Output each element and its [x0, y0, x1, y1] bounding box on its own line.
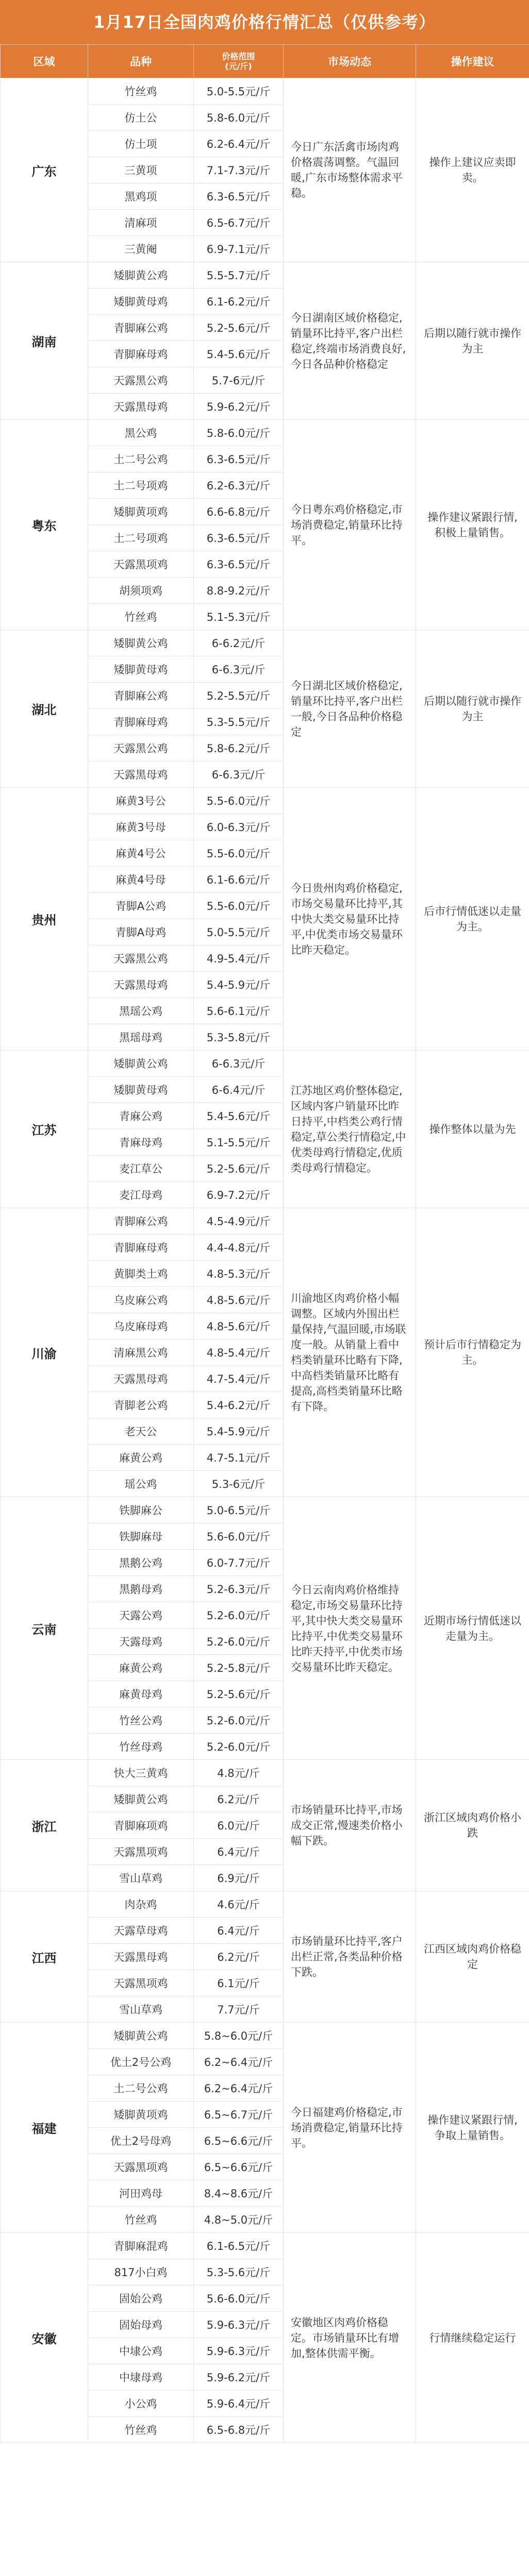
page-title: 1月17日全国肉鸡价格行情汇总（仅供参考）: [0, 0, 529, 44]
variety-cell: 雪山草鸡: [88, 1996, 194, 2023]
market-dynamics: 今日粤东鸡价格稳定,市场消费稳定,销量环比持平。: [284, 420, 416, 630]
region-name: 安徽: [1, 2233, 88, 2443]
variety-cell: 雪山草鸡: [88, 1865, 194, 1891]
variety-cell: 瑶公鸡: [88, 1471, 194, 1497]
variety-cell: 矮脚黄公鸡: [88, 1050, 194, 1077]
variety-cell: 麻黄公鸡: [88, 1655, 194, 1681]
price-cell: 5.6-6.0元/斤: [194, 2285, 284, 2312]
price-cell: 5.2-5.6元/斤: [194, 315, 284, 341]
variety-cell: 竹丝公鸡: [88, 1707, 194, 1734]
region-name: 福建: [1, 2023, 88, 2233]
variety-cell: 河田鸡母: [88, 2180, 194, 2207]
operation-advice: 操作建议紧跟行情,争取上量销售。: [416, 2023, 529, 2233]
variety-cell: 青脚麻公鸡: [88, 683, 194, 709]
price-cell: 5.2-5.5元/斤: [194, 683, 284, 709]
table-row: [1, 788, 529, 814]
region-name: 粤东: [1, 420, 88, 630]
operation-advice: 后期以随行就市操作为主: [416, 630, 529, 788]
operation-advice: 后期以随行就市操作为主: [416, 262, 529, 420]
variety-cell: 矮脚黄母鸡: [88, 1077, 194, 1103]
region-name: 湖北: [1, 630, 88, 788]
variety-cell: 固始母鸡: [88, 2312, 194, 2338]
variety-cell: 麻黄3号公: [88, 788, 194, 814]
price-cell: 6.5~6.7元/斤: [194, 2102, 284, 2128]
price-cell: 5.8-6.0元/斤: [194, 420, 284, 446]
price-cell: 5.9-6.2元/斤: [194, 394, 284, 420]
region-name: 江西: [1, 1891, 88, 2023]
market-dynamics: 今日贵州肉鸡价格稳定,市场交易量环比持平,其中快大类交易量环比持平,中优类市场交易量环比昨天稳定。: [284, 788, 416, 1050]
price-cell: 6.0-7.7元/斤: [194, 1550, 284, 1576]
variety-cell: 矮脚黄母鸡: [88, 289, 194, 315]
price-cell: 5.1-5.5元/斤: [194, 1129, 284, 1156]
variety-cell: 青脚麻项鸡: [88, 1812, 194, 1839]
variety-cell: 肉杂鸡: [88, 1891, 194, 1918]
variety-cell: 优土2号公鸡: [88, 2049, 194, 2075]
variety-cell: 三黄项: [88, 157, 194, 183]
variety-cell: 中埭母鸡: [88, 2364, 194, 2391]
price-cell: 6.1元/斤: [194, 1970, 284, 1996]
variety-cell: 青脚老公鸡: [88, 1392, 194, 1418]
variety-cell: 清麻黑公鸡: [88, 1340, 194, 1366]
operation-advice: 预计后市行情稳定为主。: [416, 1208, 529, 1497]
price-cell: 5.0-6.5元/斤: [194, 1497, 284, 1523]
region-name: 浙江: [1, 1760, 88, 1891]
region-name: 贵州: [1, 788, 88, 1050]
price-cell: 6.9-7.1元/斤: [194, 236, 284, 262]
variety-cell: 优土2号母鸡: [88, 2128, 194, 2154]
variety-cell: 胡须项鸡: [88, 578, 194, 604]
table-row: [1, 2023, 529, 2049]
variety-cell: 青脚麻母鸡: [88, 709, 194, 735]
table-row: [1, 1497, 529, 1523]
variety-cell: 天露母鸡: [88, 1629, 194, 1655]
variety-cell: 天露黑项鸡: [88, 2154, 194, 2180]
price-cell: 5.8~6.0元/斤: [194, 2023, 284, 2049]
price-cell: 5.3-5.6元/斤: [194, 2259, 284, 2285]
price-cell: 8.4~8.6元/斤: [194, 2180, 284, 2207]
price-cell: 6.3-6.5元/斤: [194, 446, 284, 472]
header-price: [194, 45, 284, 78]
price-cell: 5.2-6.0元/斤: [194, 1602, 284, 1629]
header-dynamics: 市场动态: [284, 45, 416, 78]
variety-cell: 天露黑项鸡: [88, 1970, 194, 1996]
header-price-line2: (元/斤): [225, 61, 252, 71]
price-cell: 5.2-5.6元/斤: [194, 1681, 284, 1707]
variety-cell: 天露黑母鸡: [88, 1366, 194, 1392]
variety-cell: 黑鹅公鸡: [88, 1550, 194, 1576]
header-variety: 品种: [88, 45, 194, 78]
price-cell: 5.9-6.3元/斤: [194, 2312, 284, 2338]
variety-cell: 麻黄4号公: [88, 840, 194, 867]
price-cell: 7.1-7.3元/斤: [194, 157, 284, 183]
region-name: 湖南: [1, 262, 88, 420]
market-dynamics: 今日云南肉鸡价格维持稳定,市场交易量环比持平,其中快大类交易量环比持平,中优类交易量环比昨天持平,中优类市场交易量环比昨天稳定。: [284, 1497, 416, 1760]
price-cell: 5.4-5.9元/斤: [194, 972, 284, 998]
price-cell: 6.2元/斤: [194, 1944, 284, 1970]
price-cell: 5.4-5.6元/斤: [194, 1103, 284, 1129]
price-cell: 6.2~6.4元/斤: [194, 2049, 284, 2075]
variety-cell: 黑鹅母鸡: [88, 1576, 194, 1602]
operation-advice: 操作上建议应卖即卖。: [416, 78, 529, 262]
variety-cell: 817小白鸡: [88, 2259, 194, 2285]
price-cell: 5.0-5.5元/斤: [194, 78, 284, 105]
price-cell: 5.8-6.0元/斤: [194, 105, 284, 131]
market-dynamics: 安徽地区肉鸡价格稳定。市场销量环比有增加,整体供需平衡。: [284, 2233, 416, 2443]
variety-cell: 土二号项鸡: [88, 472, 194, 499]
variety-cell: 天露黑项鸡: [88, 551, 194, 578]
variety-cell: 三黄阉: [88, 236, 194, 262]
variety-cell: 竹丝母鸡: [88, 1734, 194, 1760]
variety-cell: 青脚麻母鸡: [88, 1234, 194, 1261]
region-name: 广东: [1, 78, 88, 262]
price-cell: 4.7-5.4元/斤: [194, 1366, 284, 1392]
price-cell: 6-6.3元/斤: [194, 656, 284, 683]
price-cell: 6.1-6.2元/斤: [194, 289, 284, 315]
price-cell: 6.3-6.5元/斤: [194, 525, 284, 551]
market-dynamics: 川渝地区肉鸡价格小幅调整。区域内外围出栏量保持,气温回暖,市场联度一般。从销量上看中档类销量环比略有下降,中高档类销量环比略有提高,高档类销量环比略有下降。: [284, 1208, 416, 1497]
price-cell: 4.8-5.3元/斤: [194, 1261, 284, 1287]
table-row: [1, 1891, 529, 1918]
variety-cell: 铁脚麻母: [88, 1523, 194, 1550]
table-row: [1, 78, 529, 105]
header-advice: 操作建议: [416, 45, 529, 78]
price-cell: 5.4-5.6元/斤: [194, 341, 284, 367]
variety-cell: 天露黑公鸡: [88, 945, 194, 972]
variety-cell: 麦江母鸡: [88, 1182, 194, 1208]
market-dynamics: 江苏地区鸡价整体稳定,区域内客户销量环比昨日持平,中档类公鸡行情稳定,草公类行情稳定,中优类母鸡行情稳定,优质类母鸡行情稳定。: [284, 1050, 416, 1208]
price-cell: 5.2-6.0元/斤: [194, 1629, 284, 1655]
variety-cell: 麻黄母鸡: [88, 1681, 194, 1707]
operation-advice: 操作整体以量为先: [416, 1050, 529, 1208]
price-cell: 6.2-6.4元/斤: [194, 131, 284, 157]
price-cell: 4.9-5.4元/斤: [194, 945, 284, 972]
price-cell: 4.6元/斤: [194, 1891, 284, 1918]
price-cell: 6.6-6.8元/斤: [194, 499, 284, 525]
variety-cell: 天露黑项鸡: [88, 1839, 194, 1865]
variety-cell: 天露黑公鸡: [88, 367, 194, 394]
price-cell: 5.2-6.0元/斤: [194, 1734, 284, 1760]
table-row: [1, 262, 529, 289]
table-row: [1, 1050, 529, 1077]
variety-cell: 矮脚黄项鸡: [88, 2102, 194, 2128]
variety-cell: 天露黑母鸡: [88, 394, 194, 420]
variety-cell: 矮脚黄项鸡: [88, 499, 194, 525]
price-cell: 6.9-7.2元/斤: [194, 1182, 284, 1208]
variety-cell: 青脚麻公鸡: [88, 1208, 194, 1234]
table-row: [1, 1760, 529, 1786]
variety-cell: 麻黄3号母: [88, 814, 194, 840]
variety-cell: 麻黄公鸡: [88, 1445, 194, 1471]
variety-cell: 清麻项: [88, 210, 194, 236]
market-dynamics: 今日湖北区域价格稳定,销量环比持平,客户出栏一般,今日各品种价格稳定: [284, 630, 416, 788]
price-cell: 5.5-6.0元/斤: [194, 840, 284, 867]
price-cell: 4.8-5.4元/斤: [194, 1340, 284, 1366]
variety-cell: 天露黑母鸡: [88, 972, 194, 998]
price-cell: 5.6-6.1元/斤: [194, 998, 284, 1024]
table-body: [1, 78, 529, 2443]
variety-cell: 竹丝鸡: [88, 78, 194, 105]
header-price-line1: 价格范围: [222, 52, 255, 61]
market-dynamics: 今日广东活禽市场肉鸡价格震荡调整。气温回暖,广东市场整体需求平稳。: [284, 78, 416, 262]
variety-cell: 矮脚黄公鸡: [88, 1786, 194, 1812]
price-cell: 6.0-6.3元/斤: [194, 814, 284, 840]
table-header-row: [1, 45, 529, 78]
table-row: [1, 630, 529, 656]
header-region: 区域: [1, 45, 88, 78]
variety-cell: 青脚麻公鸡: [88, 315, 194, 341]
variety-cell: 矮脚黄公鸡: [88, 630, 194, 656]
price-cell: 7.7元/斤: [194, 1996, 284, 2023]
price-cell: 4.5-4.9元/斤: [194, 1208, 284, 1234]
variety-cell: 青脚麻混鸡: [88, 2233, 194, 2259]
variety-cell: 矮脚黄公鸡: [88, 262, 194, 289]
operation-advice: 后市行情低迷以走量为主。: [416, 788, 529, 1050]
price-cell: 6.4元/斤: [194, 1839, 284, 1865]
price-cell: 6.3-6.5元/斤: [194, 183, 284, 210]
price-cell: 5.2-6.3元/斤: [194, 1576, 284, 1602]
price-cell: 5.9-6.2元/斤: [194, 2364, 284, 2391]
price-cell: 6-6.4元/斤: [194, 1077, 284, 1103]
variety-cell: 黑鸡项: [88, 183, 194, 210]
price-cell: 5.6-6.0元/斤: [194, 1523, 284, 1550]
variety-cell: 乌皮麻公鸡: [88, 1287, 194, 1313]
price-table: [0, 44, 529, 2443]
variety-cell: 土二号公鸡: [88, 2075, 194, 2102]
variety-cell: 青麻公鸡: [88, 1103, 194, 1129]
variety-cell: 青脚A母鸡: [88, 919, 194, 945]
variety-cell: 竹丝鸡: [88, 604, 194, 630]
variety-cell: 矮脚黄公鸡: [88, 2023, 194, 2049]
price-cell: 6.3-6.5元/斤: [194, 551, 284, 578]
price-cell: 6.1-6.6元/斤: [194, 867, 284, 893]
variety-cell: 中埭公鸡: [88, 2338, 194, 2364]
variety-cell: 天露黑母鸡: [88, 1944, 194, 1970]
price-cell: 6.5-6.8元/斤: [194, 2417, 284, 2443]
price-cell: 5.3-5.5元/斤: [194, 709, 284, 735]
table-row: [1, 2233, 529, 2259]
price-cell: 5.9-6.4元/斤: [194, 2391, 284, 2417]
price-cell: 6.4元/斤: [194, 1918, 284, 1944]
price-cell: 6.2-6.3元/斤: [194, 472, 284, 499]
operation-advice: 江西区域肉鸡价格稳定: [416, 1891, 529, 2023]
variety-cell: 老天公: [88, 1418, 194, 1445]
price-cell: 5.3-5.8元/斤: [194, 1024, 284, 1050]
variety-cell: 仿土公: [88, 105, 194, 131]
price-cell: 8.8-9.2元/斤: [194, 578, 284, 604]
price-cell: 5.9-6.3元/斤: [194, 2338, 284, 2364]
price-cell: 5.2-5.6元/斤: [194, 1156, 284, 1182]
price-cell: 4.8-5.6元/斤: [194, 1287, 284, 1313]
price-cell: 5.8-6.2元/斤: [194, 735, 284, 761]
region-name: 江苏: [1, 1050, 88, 1208]
price-cell: 6.1-6.5元/斤: [194, 2233, 284, 2259]
operation-advice: 近期市场行情低迷以走量为主。: [416, 1497, 529, 1760]
operation-advice: 操作建议紧跟行情,积极上量销售。: [416, 420, 529, 630]
price-cell: 4.8~5.0元/斤: [194, 2207, 284, 2233]
market-dynamics: 市场销量环比持平,客户出栏正常,各类品种价格下跌。: [284, 1891, 416, 2023]
variety-cell: 天露黑母鸡: [88, 761, 194, 788]
market-dynamics: 今日湖南区域价格稳定,销量环比持平,客户出栏稳定,终端市场消费良好,今日各品种价格稳定: [284, 262, 416, 420]
variety-cell: 青脚麻母鸡: [88, 341, 194, 367]
operation-advice: 浙江区域肉鸡价格小跌: [416, 1760, 529, 1891]
variety-cell: 小公鸡: [88, 2391, 194, 2417]
table-row: [1, 420, 529, 446]
variety-cell: 天露草母鸡: [88, 1918, 194, 1944]
price-cell: 4.7-5.1元/斤: [194, 1445, 284, 1471]
price-cell: 6.2~6.4元/斤: [194, 2075, 284, 2102]
region-name: 云南: [1, 1497, 88, 1760]
price-cell: 5.0-5.5元/斤: [194, 919, 284, 945]
table-row: [1, 1208, 529, 1234]
market-dynamics: 今日福建鸡价格稳定,市场消费稳定,销量环比持平。: [284, 2023, 416, 2233]
price-cell: 4.8元/斤: [194, 1760, 284, 1786]
price-cell: 5.4-5.9元/斤: [194, 1418, 284, 1445]
variety-cell: 青麻母鸡: [88, 1129, 194, 1156]
variety-cell: 仿土项: [88, 131, 194, 157]
price-cell: 6-6.2元/斤: [194, 630, 284, 656]
price-cell: 6.5~6.6元/斤: [194, 2128, 284, 2154]
variety-cell: 土二号公鸡: [88, 446, 194, 472]
price-cell: 5.4-6.2元/斤: [194, 1392, 284, 1418]
variety-cell: 乌皮麻母鸡: [88, 1313, 194, 1340]
price-cell: 5.2-6.0元/斤: [194, 1707, 284, 1734]
variety-cell: 青脚A公鸡: [88, 893, 194, 919]
variety-cell: 竹丝鸡: [88, 2207, 194, 2233]
price-cell: 5.5-6.0元/斤: [194, 788, 284, 814]
variety-cell: 快大三黄鸡: [88, 1760, 194, 1786]
price-cell: 6.2元/斤: [194, 1786, 284, 1812]
price-cell: 5.2-5.8元/斤: [194, 1655, 284, 1681]
variety-cell: 麦江草公: [88, 1156, 194, 1182]
variety-cell: 土二号项鸡: [88, 525, 194, 551]
variety-cell: 铁脚麻公: [88, 1497, 194, 1523]
price-cell: 6-6.3元/斤: [194, 761, 284, 788]
price-cell: 5.3-6元/斤: [194, 1471, 284, 1497]
region-name: 川渝: [1, 1208, 88, 1497]
variety-cell: 黑瑶公鸡: [88, 998, 194, 1024]
variety-cell: 天露公鸡: [88, 1602, 194, 1629]
price-cell: 5.1-5.3元/斤: [194, 604, 284, 630]
price-cell: 6.9元/斤: [194, 1865, 284, 1891]
variety-cell: 黑瑶母鸡: [88, 1024, 194, 1050]
price-cell: 6.5~6.6元/斤: [194, 2154, 284, 2180]
variety-cell: 固始公鸡: [88, 2285, 194, 2312]
price-cell: 5.7-6元/斤: [194, 367, 284, 394]
variety-cell: 黄脚类土鸡: [88, 1261, 194, 1287]
price-cell: 6-6.3元/斤: [194, 1050, 284, 1077]
price-cell: 5.5-5.7元/斤: [194, 262, 284, 289]
variety-cell: 天露黑公鸡: [88, 735, 194, 761]
market-dynamics: 市场销量环比持平,市场成交正常,慢速类价格小幅下跌。: [284, 1760, 416, 1891]
price-cell: 4.8-5.6元/斤: [194, 1313, 284, 1340]
price-cell: 6.0元/斤: [194, 1812, 284, 1839]
variety-cell: 麻黄4号母: [88, 867, 194, 893]
variety-cell: 竹丝鸡: [88, 2417, 194, 2443]
operation-advice: 行情继续稳定运行: [416, 2233, 529, 2443]
price-cell: 5.5-6.0元/斤: [194, 893, 284, 919]
price-cell: 6.5-6.7元/斤: [194, 210, 284, 236]
price-cell: 4.4-4.8元/斤: [194, 1234, 284, 1261]
variety-cell: 黑公鸡: [88, 420, 194, 446]
variety-cell: 矮脚黄母鸡: [88, 656, 194, 683]
